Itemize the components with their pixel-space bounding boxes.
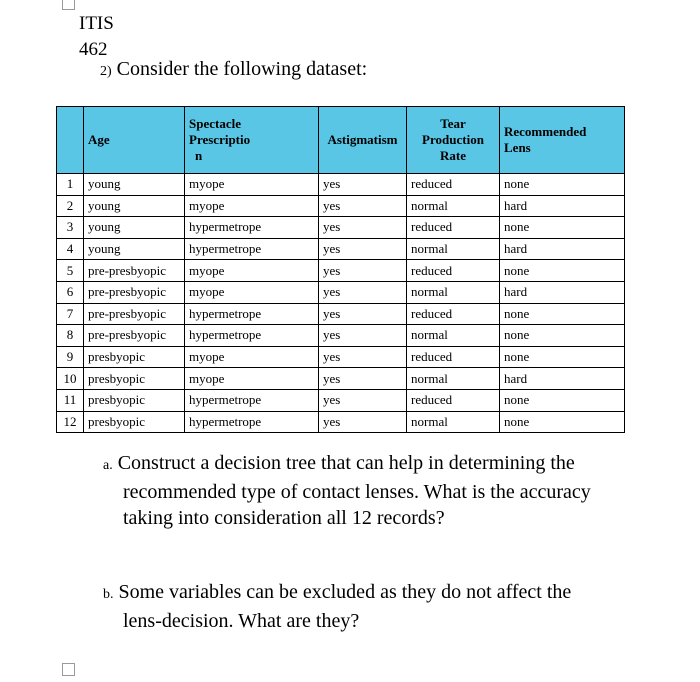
cell-age: pre-presbyopic (84, 260, 185, 282)
subquestion-a-line2: recommended type of contact lenses. What is the accuracy (123, 481, 591, 503)
header-index (57, 107, 84, 174)
header-spectacle-line3: n (195, 148, 203, 163)
cell-age: young (84, 195, 185, 217)
header-spectacle-line2: Prescriptio (189, 132, 251, 147)
cell-astigmatism: yes (319, 325, 407, 347)
subquestion-a (103, 450, 591, 531)
checkbox-icon[interactable] (62, 663, 75, 676)
cell-tear-rate: reduced (407, 303, 500, 325)
cell-spectacle: myope (185, 260, 319, 282)
cell-tear-rate: reduced (407, 389, 500, 411)
cell-age: young (84, 238, 185, 260)
cell-age: presbyopic (84, 389, 185, 411)
cell-astigmatism: yes (319, 238, 407, 260)
cell-lens: none (500, 260, 625, 282)
cell-index: 1 (57, 174, 84, 196)
cell-tear-rate: normal (407, 368, 500, 390)
header-recommended-lens (500, 107, 625, 174)
cell-lens: hard (500, 195, 625, 217)
table-row (57, 368, 625, 390)
subquestion-b (103, 579, 571, 634)
header-tear-line1: Tear (440, 116, 466, 131)
cell-spectacle: hypermetrope (185, 303, 319, 325)
table-row (57, 281, 625, 303)
cell-spectacle: hypermetrope (185, 389, 319, 411)
cell-spectacle: hypermetrope (185, 325, 319, 347)
cell-index: 7 (57, 303, 84, 325)
cell-index: 11 (57, 389, 84, 411)
subquestion-a-line3: taking into consideration all 12 records? (123, 507, 445, 529)
header-tear-line3: Rate (440, 148, 466, 163)
subquestion-b-line1: Some variables can be excluded as they do not affect the (118, 581, 572, 603)
cell-tear-rate: normal (407, 325, 500, 347)
cell-tear-rate: normal (407, 195, 500, 217)
cell-tear-rate: normal (407, 281, 500, 303)
cell-astigmatism: yes (319, 195, 407, 217)
table-row (57, 238, 625, 260)
cell-astigmatism: yes (319, 281, 407, 303)
cell-lens: none (500, 411, 625, 433)
cell-astigmatism: yes (319, 368, 407, 390)
cell-index: 5 (57, 260, 84, 282)
subquestion-a-line1: Construct a decision tree that can help in determining the (117, 452, 575, 474)
cell-lens: hard (500, 281, 625, 303)
header-tear (407, 107, 500, 174)
cell-index: 2 (57, 195, 84, 217)
checkbox-icon[interactable] (62, 0, 75, 10)
table-header-row (57, 107, 625, 174)
table-row (57, 303, 625, 325)
table-row (57, 325, 625, 347)
cell-age: pre-presbyopic (84, 281, 185, 303)
cell-lens: none (500, 174, 625, 196)
cell-spectacle: myope (185, 174, 319, 196)
table-row (57, 346, 625, 368)
cell-tear-rate: reduced (407, 217, 500, 239)
cell-spectacle: myope (185, 281, 319, 303)
cell-astigmatism: yes (319, 346, 407, 368)
cell-lens: none (500, 303, 625, 325)
header-spectacle (185, 107, 319, 174)
cell-lens: hard (500, 368, 625, 390)
header-astigmatism: Astigmatism (319, 107, 407, 174)
cell-age: presbyopic (84, 346, 185, 368)
cell-tear-rate: reduced (407, 346, 500, 368)
header-spectacle-line1: Spectacle (189, 116, 241, 131)
cell-spectacle: hypermetrope (185, 411, 319, 433)
cell-lens: none (500, 217, 625, 239)
question-number: 2) (100, 64, 112, 79)
cell-index: 6 (57, 281, 84, 303)
cell-age: pre-presbyopic (84, 303, 185, 325)
cell-tear-rate: reduced (407, 260, 500, 282)
cell-lens: none (500, 346, 625, 368)
header-reco-line2: Lens (504, 140, 531, 155)
cell-astigmatism: yes (319, 411, 407, 433)
cell-index: 10 (57, 368, 84, 390)
cell-tear-rate: reduced (407, 174, 500, 196)
cell-index: 4 (57, 238, 84, 260)
cell-age: presbyopic (84, 411, 185, 433)
cell-lens: hard (500, 238, 625, 260)
subquestion-b-label: b. (103, 587, 114, 602)
cell-age: pre-presbyopic (84, 325, 185, 347)
cell-spectacle: myope (185, 346, 319, 368)
cell-lens: none (500, 325, 625, 347)
cell-index: 12 (57, 411, 84, 433)
cell-index: 9 (57, 346, 84, 368)
table-row (57, 411, 625, 433)
cell-astigmatism: yes (319, 217, 407, 239)
cell-astigmatism: yes (319, 303, 407, 325)
cell-astigmatism: yes (319, 174, 407, 196)
course-code: 462 (79, 39, 108, 60)
course-name: ITIS (79, 13, 114, 34)
cell-lens: none (500, 389, 625, 411)
cell-index: 3 (57, 217, 84, 239)
header-age: Age (84, 107, 185, 174)
cell-spectacle: myope (185, 368, 319, 390)
header-tear-line2: Production (422, 132, 484, 147)
cell-age: presbyopic (84, 368, 185, 390)
header-reco-line1: Recommended (504, 124, 587, 139)
cell-age: young (84, 217, 185, 239)
subquestion-b-line2: lens-decision. What are they? (123, 610, 360, 632)
dataset-table (56, 106, 625, 433)
question-heading (100, 58, 367, 81)
table-row (57, 217, 625, 239)
cell-tear-rate: normal (407, 411, 500, 433)
cell-spectacle: myope (185, 195, 319, 217)
cell-tear-rate: normal (407, 238, 500, 260)
table-row (57, 195, 625, 217)
cell-spectacle: hypermetrope (185, 217, 319, 239)
cell-index: 8 (57, 325, 84, 347)
cell-age: young (84, 174, 185, 196)
cell-astigmatism: yes (319, 260, 407, 282)
subquestion-a-label: a. (103, 458, 113, 473)
cell-spectacle: hypermetrope (185, 238, 319, 260)
cell-astigmatism: yes (319, 389, 407, 411)
question-text: Consider the following dataset: (116, 58, 368, 80)
table-row (57, 174, 625, 196)
table-row (57, 389, 625, 411)
table-row (57, 260, 625, 282)
